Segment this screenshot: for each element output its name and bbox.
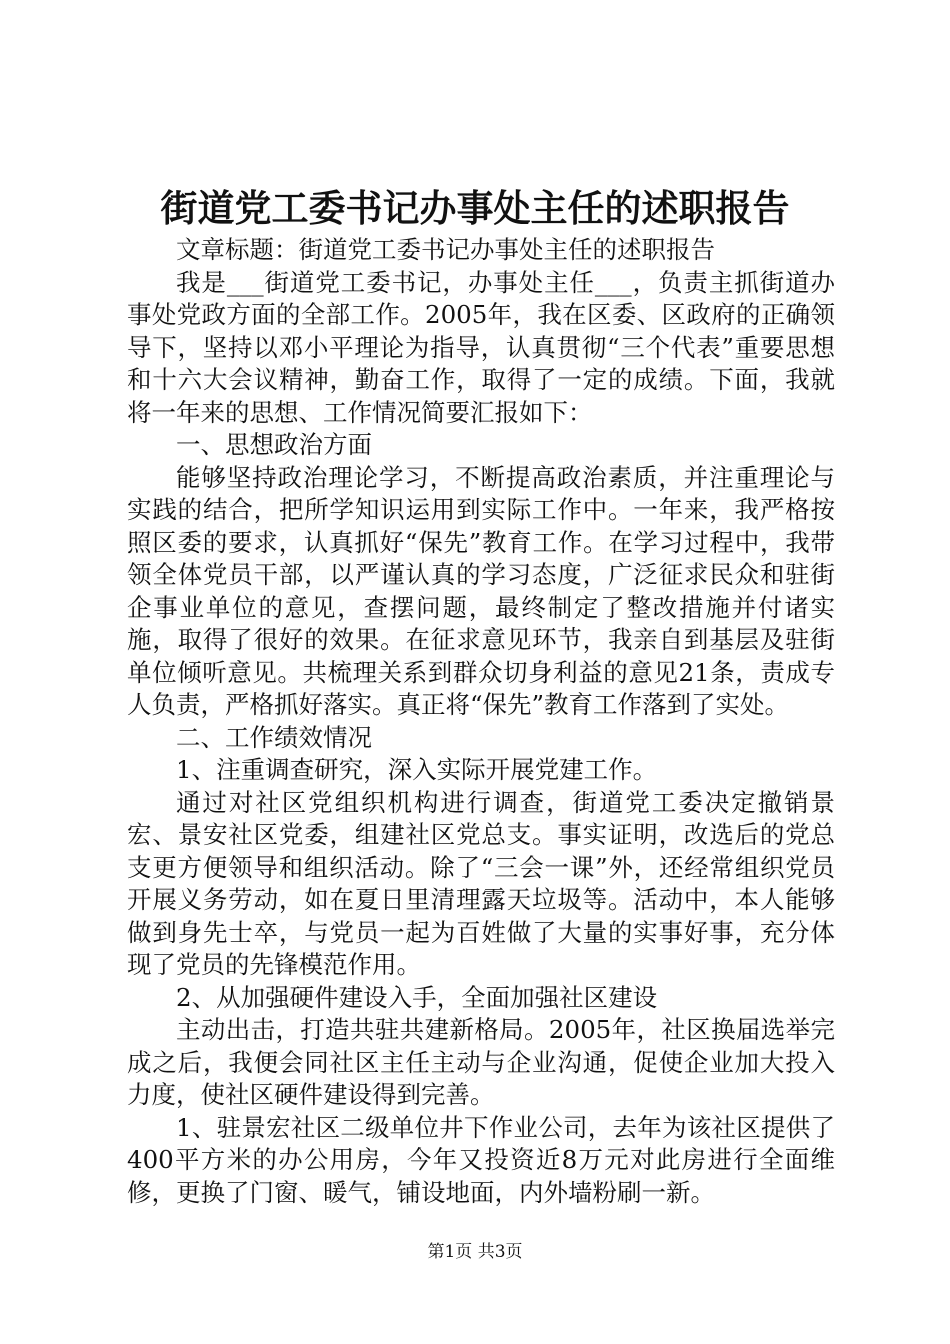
ideology-paragraph: 能够坚持政治理论学习，不断提高政治素质，并注重理论与实践的结合，把所学知识运用到实际工作中。一年来，我严格按照区委的要求，认真抓好“保先”教育工作。在学习过程中，我带领全体党员干部，以严谨认真的学习态度，广泛征求民众和驻街企事业单位的意见，查摆问题，最终制定了整改措施并付诸实施，取得了很好的效果。在征求意见环节，我亲自到基层及驻街单位倾听意见。共梳理关系到群众切身利益的意见21条，责成专人负责，严格抓好落实。真正将“保先”教育工作落到了实处。: [127, 462, 835, 719]
subheading-hardware: 2、从加强硬件建设入手，全面加强社区建设: [176, 982, 658, 1012]
page-footer: 第1页 共3页: [427, 1242, 523, 1262]
subheading-research: 1、注重调查研究，深入实际开展党建工作。: [176, 755, 658, 784]
intro-paragraph: 我是___街道党工委书记，办事处主任___，负责主抓街道办事处党政方面的全部工作。2005年，我在区委、区政府的正确领导下，坚持以邓小平理论为指导，认真贯彻“三个代表”重要思想和十六大会议精神，勤奋工作，取得了一定的成绩。下面，我就将一年来的思想、工作情况简要汇报如下：: [127, 267, 835, 427]
jinghong-paragraph: 1、驻景宏社区二级单位井下作业公司，去年为该社区提供了400平方米的办公用房，今年又投资近8万元对此房进行全面维修，更换了门窗、暖气，铺设地面，内外墙粉刷一新。: [127, 1112, 835, 1207]
document-title: 街道党工委书记办事处主任的述职报告: [160, 186, 790, 230]
research-paragraph: 通过对社区党组织机构进行调查，街道党工委决定撤销景宏、景安社区党委，组建社区党总支。事实证明，改选后的党总支更方便领导和组织活动。除了“三会一课”外，还经常组织党员开展义务劳动，如在夏日里清理露天垃圾等。活动中，本人能够做到身先士卒，与党员一起为百姓做了大量的实事好事，充分体现了党员的先锋模范作用。: [127, 787, 835, 979]
hardware-paragraph: 主动出击，打造共驻共建新格局。2005年，社区换届选举完成之后，我便会同社区主任主动与企业沟通，促使企业加大投入力度，使社区硬件建设得到完善。: [127, 1015, 835, 1109]
article-title-line: 文章标题：街道党工委书记办事处主任的述职报告: [176, 235, 715, 264]
section-heading-performance: 二、工作绩效情况: [176, 722, 372, 752]
section-heading-ideology: 一、思想政治方面: [176, 430, 372, 459]
document-body: [127, 234, 835, 1209]
